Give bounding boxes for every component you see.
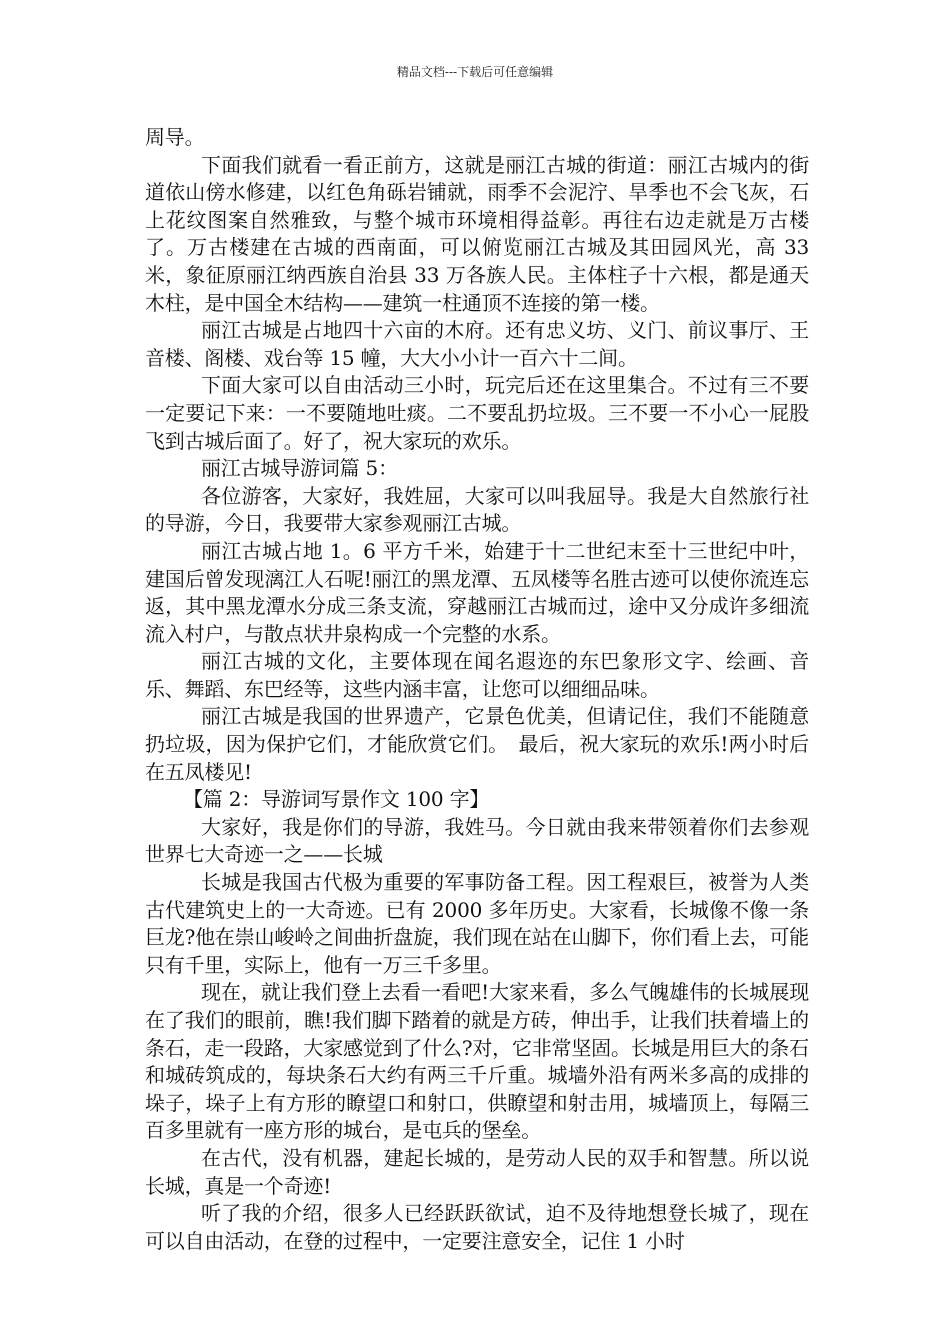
paragraph-8: 丽江古城是我国的世界遗产，它景色优美，但请记住，我们不能随意扔垃圾，因为保护它们，才能欣赏它们。 最后，祝大家玩的欢乐!两小时后在五凤楼见! <box>145 704 809 784</box>
section-heading-part-2: 【篇 2：导游词写景作文 100 字】 <box>183 787 490 812</box>
paragraph-3: 丽江古城是占地四十六亩的木府。还有忠义坊、义门、前议事厅、王音楼、阁楼、戏台等 15 幢，大大小小计一百六十二间。 <box>145 318 809 370</box>
page-header: 精品文档---下载后可任意编辑 <box>396 65 554 79</box>
paragraph-7: 丽江古城的文化，主要体现在闻名遐迩的东巴象形文字、绘画、音乐、舞蹈、东巴经等，这些内涵丰富，让您可以细细品味。 <box>145 649 809 701</box>
paragraph-10: 长城是我国古代极为重要的军事防备工程。因工程艰巨，被誉为人类古代建筑史上的一大奇迹。已有 2000 多年历史。大家看，长城像不像一条巨龙?他在崇山峻岭之间曲折盘旋，我们现在站在山脚下，你们看上去，可能只有千里，实际上，他有一万三千多里。 <box>145 870 809 977</box>
paragraph-2: 下面我们就看一看正前方，这就是丽江古城的街道：丽江古城内的街道依山傍水修建，以红色角砾岩铺就，雨季不会泥泞、旱季也不会飞灰，石上花纹图案自然雅致，与整个城市环境相得益彰。再往右边走就是万古楼了。万古楼建在古城的西南面，可以俯览丽江古城及其田园风光，高 33 米，象征原丽江纳西族自治县 33 万各族人民。主体柱子十六根，都是通天木柱，是中国全木结构——建筑一柱通顶不连接的第一楼。 <box>145 152 809 315</box>
paragraph-13: 听了我的介绍，很多人已经跃跃欲试，迫不及待地想登长城了，现在可以自由活动，在登的过程中，一定要注意安全，记住 1 小时 <box>145 1201 809 1253</box>
paragraph-11: 现在，就让我们登上去看一看吧!大家来看，多么气魄雄伟的长城展现在了我们的眼前，瞧!我们脚下踏着的就是方砖，伸出手，让我们扶着墙上的条石，走一段路，大家感觉到了什么?对，它非常坚固。长城是用巨大的条石和城砖筑成的，每块条石大约有两三千斤重。城墙外沿有两米多高的成排的垛子，垛子上有方形的瞭望口和射口，供瞭望和射击用，城墙顶上，每隔三百多里就有一座方形的城台，是屯兵的堡垒。 <box>145 980 809 1143</box>
section-heading-lijiang-5: 丽江古城导游词篇 5： <box>201 456 398 481</box>
paragraph-12: 在古代，没有机器，建起长城的，是劳动人民的双手和智慧。所以说长城，真是一个奇迹! <box>145 1145 809 1198</box>
paragraph-1: 周导。 <box>145 125 205 149</box>
paragraph-6: 丽江古城占地 1。6 平方千米，始建于十二世纪末至十三世纪中叶，建国后曾发现漓江人石呢!丽江的黑龙潭、五凤楼等名胜古迹可以使你流连忘返，其中黑龙潭水分成三条支流，穿越丽江古城而过，途中又分成许多细流流入村户，与散点状井泉构成一个完整的水系。 <box>145 538 809 646</box>
paragraph-9: 大家好，我是你们的导游，我姓马。今日就由我来带领着你们去参观世界七大奇迹一之——长城 <box>145 814 809 867</box>
paragraph-4: 下面大家可以自由活动三小时，玩完后还在这里集合。不过有三不要一定要记下来：一不要随地吐痰。二不要乱扔垃圾。三不要一不小心一屁股飞到古城后面了。好了，祝大家玩的欢乐。 <box>145 373 809 453</box>
document-body <box>145 124 809 1255</box>
paragraph-5: 各位游客，大家好，我姓屈，大家可以叫我屈导。我是大自然旅行社的导游，今日，我要带大家参观丽江古城。 <box>145 483 809 536</box>
